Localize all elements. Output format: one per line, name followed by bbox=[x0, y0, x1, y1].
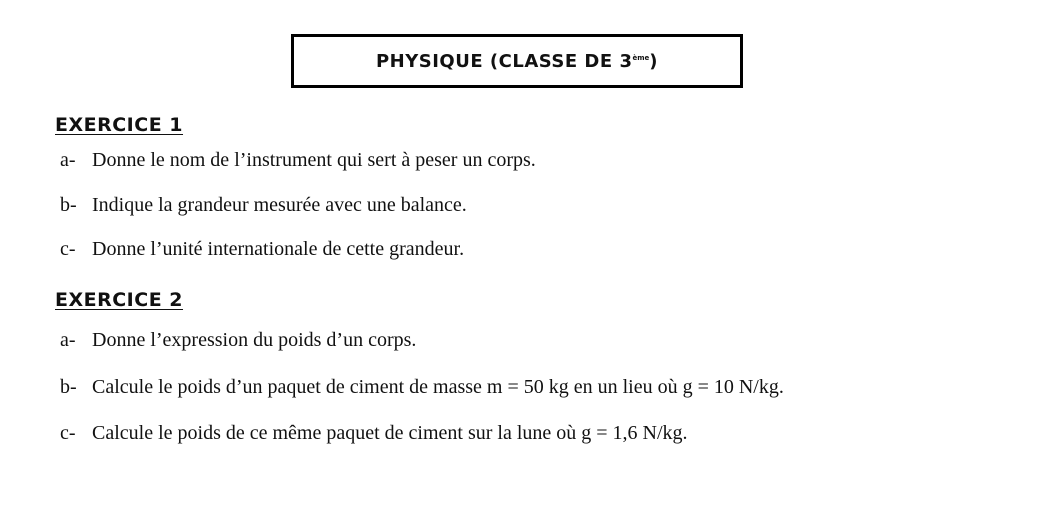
item-text: Donne l’expression du poids d’un corps. bbox=[92, 329, 417, 351]
item-text: Donne le nom de l’instrument qui sert à peser un corps. bbox=[92, 149, 536, 171]
exercise-1-item-b bbox=[60, 194, 467, 217]
exercise-1-item-a bbox=[60, 149, 536, 172]
item-letter: a- bbox=[60, 329, 76, 351]
title-main: PHYSIQUE (CLASSE DE 3 bbox=[375, 50, 633, 72]
exercise-2-item-a bbox=[60, 329, 416, 352]
item-text: Indique la grandeur mesurée avec une balance. bbox=[92, 194, 467, 216]
exercise-2-item-c bbox=[60, 422, 688, 445]
exercise-2-heading: EXERCICE 2 bbox=[55, 289, 184, 311]
item-letter: b- bbox=[60, 194, 77, 216]
title-end: ) bbox=[649, 50, 658, 72]
exercise-1-item-c bbox=[60, 238, 464, 261]
title-box bbox=[291, 34, 743, 88]
page-title bbox=[376, 51, 658, 72]
item-text: Donne l’unité internationale de cette grandeur. bbox=[92, 238, 465, 260]
item-letter: a- bbox=[60, 149, 76, 171]
exercise-1-heading: EXERCICE 1 bbox=[55, 114, 184, 136]
title-superscript: ème bbox=[632, 53, 650, 62]
item-letter: b- bbox=[60, 376, 77, 398]
item-letter: c- bbox=[60, 422, 76, 444]
item-text: Calcule le poids de ce même paquet de ciment sur la lune où g = 1,6 N/kg. bbox=[92, 422, 688, 444]
item-text: Calcule le poids d’un paquet de ciment de masse m = 50 kg en un lieu où g = 10 N/kg. bbox=[92, 376, 784, 398]
item-letter: c- bbox=[60, 238, 76, 260]
exercise-2-item-b bbox=[60, 376, 784, 399]
